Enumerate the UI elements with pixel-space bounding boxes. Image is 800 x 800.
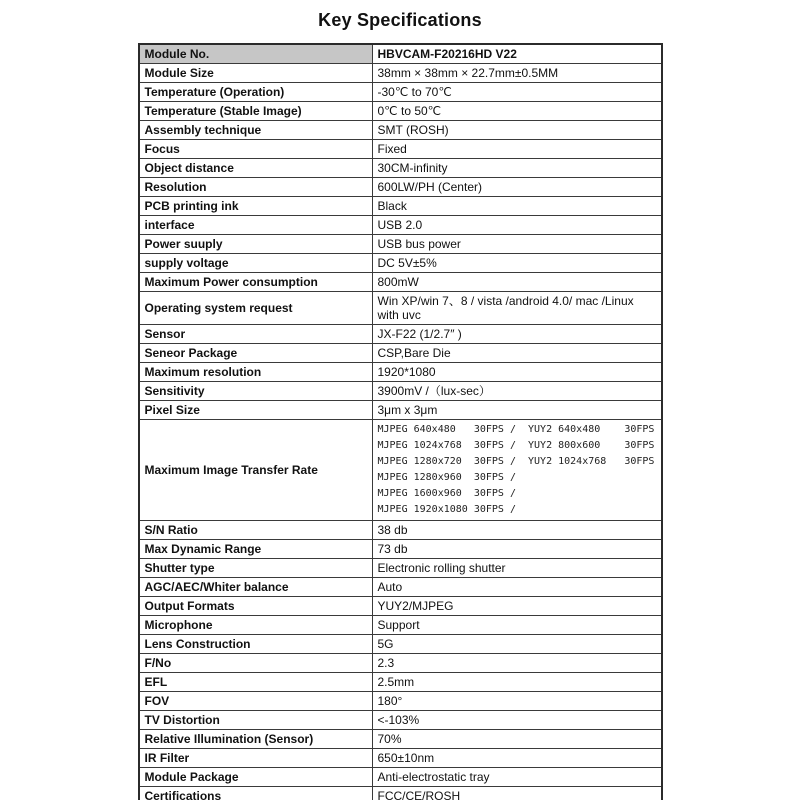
spec-row (139, 616, 662, 635)
spec-row (139, 692, 662, 711)
spec-label: F/No (139, 654, 373, 673)
spec-label: interface (139, 216, 373, 235)
spec-value: USB 2.0 (372, 216, 662, 235)
spec-label: Temperature (Operation) (139, 83, 373, 102)
spec-label: Module Size (139, 64, 373, 83)
spec-value: 3μm x 3μm (372, 401, 662, 420)
spec-row (139, 292, 662, 325)
spec-label: Maximum Power consumption (139, 273, 373, 292)
spec-row (139, 540, 662, 559)
spec-label: Seneor Package (139, 344, 373, 363)
spec-label: Focus (139, 140, 373, 159)
spec-value: Fixed (372, 140, 662, 159)
spec-label: Temperature (Stable Image) (139, 102, 373, 121)
spec-value: 38mm × 38mm × 22.7mm±0.5MM (372, 64, 662, 83)
spec-row (139, 635, 662, 654)
spec-value: Win XP/win 7、8 / vista /android 4.0/ mac /Linux with uvc (372, 292, 662, 325)
spec-label: Maximum Image Transfer Rate (139, 420, 373, 521)
spec-row (139, 140, 662, 159)
spec-value: Support (372, 616, 662, 635)
spec-value: Black (372, 197, 662, 216)
spec-row (139, 178, 662, 197)
spec-value: 30CM-infinity (372, 159, 662, 178)
spec-row (139, 197, 662, 216)
spec-label: Resolution (139, 178, 373, 197)
spec-label: Output Formats (139, 597, 373, 616)
spec-row (139, 235, 662, 254)
spec-value: 70% (372, 730, 662, 749)
spec-row (139, 768, 662, 787)
spec-row (139, 673, 662, 692)
transfer-rate-line: MJPEG 1920x1080 30FPS / (377, 504, 516, 515)
spec-value: 38 db (372, 521, 662, 540)
spec-value: 5G (372, 635, 662, 654)
page-title: Key Specifications (318, 10, 482, 30)
spec-value: HBVCAM-F20216HD V22 (372, 44, 662, 64)
spec-value: 2.3 (372, 654, 662, 673)
spec-value: -30℃ to 70℃ (372, 83, 662, 102)
spec-value: 600LW/PH (Center) (372, 178, 662, 197)
spec-value: 73 db (372, 540, 662, 559)
spec-label: Assembly technique (139, 121, 373, 140)
spec-row (139, 254, 662, 273)
transfer-rate-line: MJPEG 1024x768 30FPS / YUY2 800x600 30FPS (377, 440, 655, 451)
spec-row (139, 159, 662, 178)
spec-value (372, 420, 662, 521)
spec-row (139, 325, 662, 344)
spec-row (139, 420, 662, 521)
spec-label: Pixel Size (139, 401, 373, 420)
spec-value: DC 5V±5% (372, 254, 662, 273)
spec-row (139, 787, 662, 800)
spec-value: USB bus power (372, 235, 662, 254)
spec-row (139, 64, 662, 83)
spec-label: Object distance (139, 159, 373, 178)
spec-row (139, 273, 662, 292)
spec-label: Operating system request (139, 292, 373, 325)
spec-label: IR Filter (139, 749, 373, 768)
spec-row (139, 363, 662, 382)
spec-label: AGC/AEC/Whiter balance (139, 578, 373, 597)
spec-value: Anti-electrostatic tray (372, 768, 662, 787)
spec-label: Relative Illumination (Sensor) (139, 730, 373, 749)
spec-table (138, 43, 663, 800)
spec-label: Lens Construction (139, 635, 373, 654)
spec-value: 180° (372, 692, 662, 711)
spec-row (139, 559, 662, 578)
spec-label: Module No. (139, 44, 373, 64)
spec-row (139, 382, 662, 401)
spec-value: 650±10nm (372, 749, 662, 768)
spec-label: Module Package (139, 768, 373, 787)
spec-label: Max Dynamic Range (139, 540, 373, 559)
spec-row (139, 102, 662, 121)
spec-row (139, 597, 662, 616)
spec-label: Sensor (139, 325, 373, 344)
spec-value: SMT (ROSH) (372, 121, 662, 140)
spec-label: TV Distortion (139, 711, 373, 730)
spec-row (139, 401, 662, 420)
spec-value: 0℃ to 50℃ (372, 102, 662, 121)
spec-value: 3900mV /（lux-sec） (372, 382, 662, 401)
spec-row (139, 654, 662, 673)
spec-row (139, 749, 662, 768)
spec-label: S/N Ratio (139, 521, 373, 540)
spec-label: EFL (139, 673, 373, 692)
transfer-rate-line: MJPEG 1600x960 30FPS / (377, 488, 516, 499)
transfer-rate-line: MJPEG 1280x720 30FPS / YUY2 1024x768 30FPS (377, 456, 655, 467)
spec-value: 1920*1080 (372, 363, 662, 382)
transfer-rate-line: MJPEG 640x480 30FPS / YUY2 640x480 30FPS (377, 424, 655, 435)
spec-value: FCC/CE/ROSH (372, 787, 662, 800)
spec-label: FOV (139, 692, 373, 711)
spec-value: Electronic rolling shutter (372, 559, 662, 578)
spec-value: 2.5mm (372, 673, 662, 692)
spec-value: 800mW (372, 273, 662, 292)
spec-value: YUY2/MJPEG (372, 597, 662, 616)
spec-row (139, 44, 662, 64)
spec-row (139, 730, 662, 749)
spec-label: Shutter type (139, 559, 373, 578)
spec-value: Auto (372, 578, 662, 597)
spec-row (139, 83, 662, 102)
spec-row (139, 216, 662, 235)
spec-row (139, 578, 662, 597)
spec-label: Microphone (139, 616, 373, 635)
spec-label: Maximum resolution (139, 363, 373, 382)
spec-label: Sensitivity (139, 382, 373, 401)
spec-row (139, 521, 662, 540)
spec-value: CSP,Bare Die (372, 344, 662, 363)
spec-table-body (139, 44, 662, 800)
spec-row (139, 121, 662, 140)
spec-value: <-103% (372, 711, 662, 730)
spec-label: PCB printing ink (139, 197, 373, 216)
spec-value: JX-F22 (1/2.7″ ) (372, 325, 662, 344)
transfer-rate-line: MJPEG 1280x960 30FPS / (377, 472, 516, 483)
spec-label: Certifications (139, 787, 373, 800)
spec-label: supply voltage (139, 254, 373, 273)
spec-row (139, 711, 662, 730)
spec-row (139, 344, 662, 363)
spec-label: Power suuply (139, 235, 373, 254)
